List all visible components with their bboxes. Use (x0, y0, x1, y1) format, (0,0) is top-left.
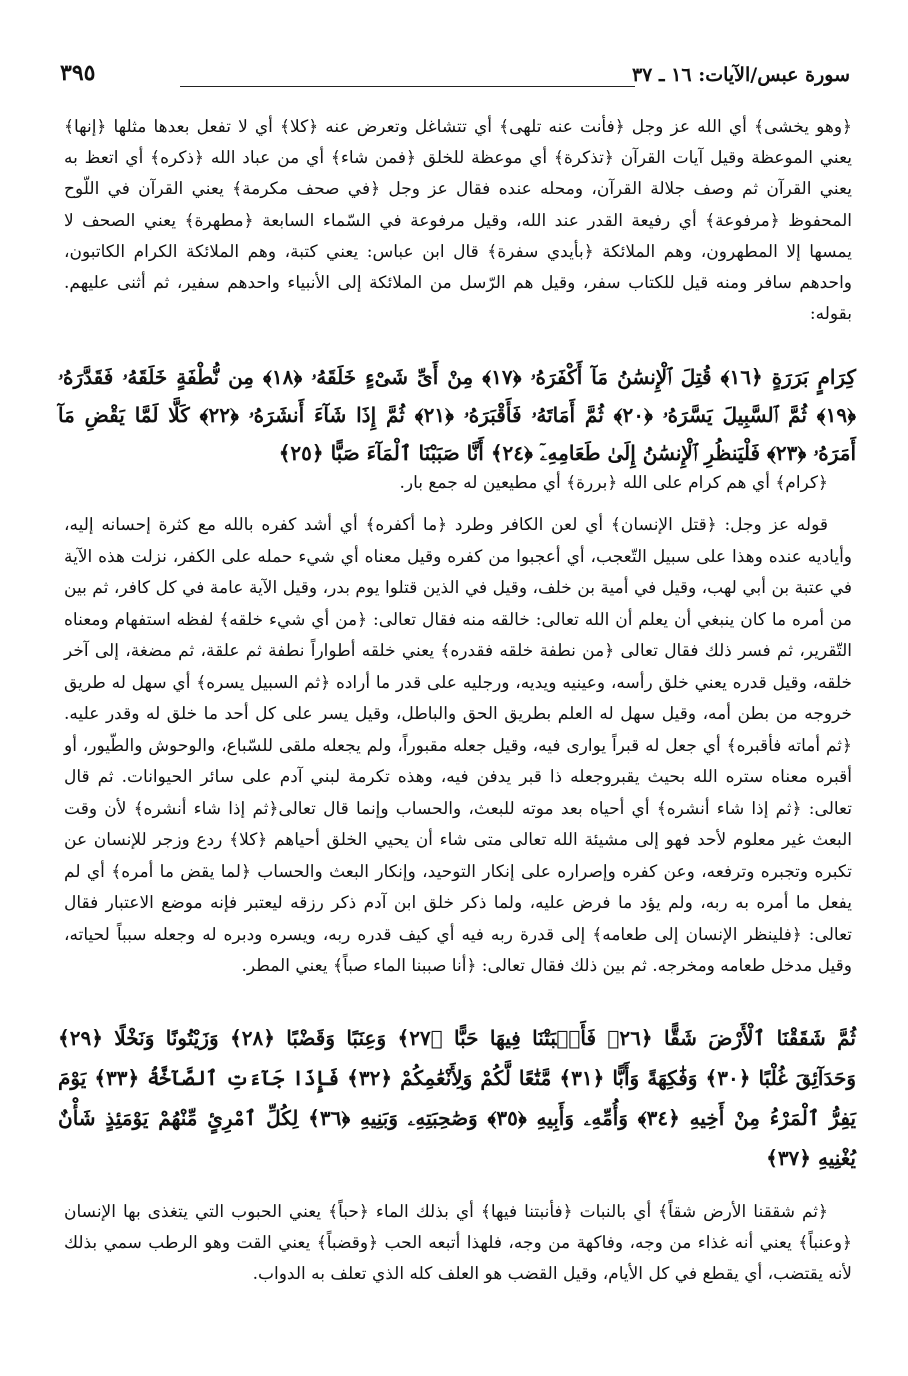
commentary-block (64, 510, 852, 983)
page-number: ٣٩٥ (60, 60, 96, 86)
commentary-paragraph: ﴿وهو يخشى﴾ أي الله عز وجل ﴿فأنت عنه تلهى﴾ أي تتشاغل وتعرض عنه ﴿كلا﴾ أي لا تفعل بعدها مثلها ﴿إنها﴾ يعني الموعظة وقيل آيات القرآن ﴿تذكرة﴾ أي موعظة للخلق ﴿فمن شاء﴾ أي من عباد الله ﴿ذكره﴾ أي اتعظ به يعني القرآن ثم وصف جلالة القرآن، ومحله عنده فقال عز وجل ﴿في صحف مكرمة﴾ يعني القرآن في اللّوح المحفوظ ﴿مرفوعة﴾ أي رفيعة القدر عند الله، وقيل مرفوعة في السّماء السابعة ﴿مطهرة﴾ يعني الصحف لا يمسها إلا المطهرون، وهم الملائكة ﴿بأيدي سفرة﴾ قال ابن عباس: يعني كتبة، وهم الملائكة الكرام الكاتبون، واحدهم سافر ومنه قيل للكتاب سفر، وقيل هم الرّسل من الملائكة إلى الأنبياء واحدهم سفير، ثم أثنى عليهم. بقوله: (64, 117, 852, 325)
commentary-paragraph: ﴿ثم شققنا الأرض شقاً﴾ أي بالنبات ﴿فأنبتنا فيها﴾ أي بذلك الماء ﴿حباً﴾ يعني الحبوب التي يتغذى بها الإنسان ﴿وعنباً﴾ يعني أنه غذاء من وجه، وفاكهة من وجه، فلهذا أتبعه الحب ﴿وقضباً﴾ يعني القت وهو الرطب سمي بذلك لأنه يقتضب، أي يقطع في كل الأيام، وقيل القضب هو العلف كله الذي تعلف به الدواب. (64, 1202, 852, 1285)
commentary-block (64, 468, 852, 499)
surah-title: سورة عبس/الآيات: ١٦ ـ ٣٧ (631, 64, 850, 86)
header-rule (180, 86, 635, 87)
commentary-block (64, 1197, 852, 1291)
commentary-paragraph: ﴿كرام﴾ أي هم كرام على الله ﴿بررة﴾ أي مطيعين له جمع بار. (399, 473, 828, 493)
quran-verses: كِرَامٍ بَرَرَةٍ ﴿١٦﴾ قُتِلَ ٱلْإِنسَٰنُ مَآ أَكْفَرَهُۥ ﴿١٧﴾ مِنْ أَىِّ شَىْءٍ خَلَقَهُۥ ﴿١٨﴾ مِن نُّطْفَةٍ خَلَقَهُۥ فَقَدَّرَهُۥ ﴿١٩﴾ ثُمَّ ٱلسَّبِيلَ يَسَّرَهُۥ ﴿٢٠﴾ ثُمَّ أَمَاتَهُۥ فَأَقْبَرَهُۥ ﴿٢١﴾ ثُمَّ إِذَا شَآءَ أَنشَرَهُۥ ﴿٢٢﴾ كَلَّا لَمَّا يَقْضِ مَآ أَمَرَهُۥ ﴿٢٣﴾ فَلْيَنظُرِ ٱلْإِنسَٰنُ إِلَىٰ طَعَامِهِۦٓ ﴿٢٤﴾ أَنَّا صَبَبْنَا ٱلْمَآءَ صَبًّا ﴿٢٥﴾ (58, 365, 856, 465)
quran-verses: ثُمَّ شَقَقْنَا ٱلْأَرْضَ شَقًّا ﴿٢٦﴾ فَأَنۢبَتْنَا فِيهَا حَبًّا ﴿٢٧﴾ وَعِنَبًا وَقَضْبًا ﴿٢٨﴾ وَزَيْتُونًا وَنَخْلًا ﴿٢٩﴾ وَحَدَآئِقَ غُلْبًا ﴿٣٠﴾ وَفَٰكِهَةً وَأَبًّا ﴿٣١﴾ مَّتَٰعًا لَّكُمْ وَلِأَنْعَٰمِكُمْ ﴿٣٢﴾ فَإِذَا جَآءَتِ ٱلصَّآخَّةُ ﴿٣٣﴾ يَوْمَ يَفِرُّ ٱلْمَرْءُ مِنْ أَخِيهِ ﴿٣٤﴾ وَأُمِّهِۦ وَأَبِيهِ ﴿٣٥﴾ وَصَٰحِبَتِهِۦ وَبَنِيهِ ﴿٣٦﴾ لِكُلِّ ٱمْرِئٍ مِّنْهُمْ يَوْمَئِذٍ شَأْنٌ يُغْنِيهِ ﴿٣٧﴾ (58, 1026, 857, 1170)
commentary-paragraph: قوله عز وجل: ﴿قتل الإنسان﴾ أي لعن الكافر وطرد ﴿ما أكفره﴾ أي أشد كفره بالله مع كثرة إحسانه إليه، وأياديه عنده وهذا على سبيل التّعجب، أي أعجبوا من كفره وقيل معناه أي شيء حمله على الكفر، نزلت هذه الآية في عتبة بن أبي لهب، وقيل في أمية بن خلف، وقيل في الذين قتلوا يوم بدر، وقيل الآية عامة في كل كافر، ثم بين من أمره ما كان ينبغي أن يعلم أن الله تعالى: خالقه منه فقال تعالى: ﴿من أي شيء خلقه﴾ لفظه استفهام ومعناه التّقرير، ثم فسر ذلك فقال تعالى ﴿من نطفة خلقه فقدره﴾ يعني خلقه أطواراً نطفة ثم علقة، ثم مضغة، إلى آخر خلقه، وقيل قدره يعني خلق رأسه، وعينيه ويديه، ورجليه على قدر ما أراده ﴿ثم السبيل يسره﴾ أي سهل له طريق خروجه من بطن أمه، وقيل سهل له العلم بطريق الحق والباطل، وقيل يسر على كل أحد ما خلق له وقدر عليه. ﴿ثم أماته فأقبره﴾ أي جعل له قبراً يوارى فيه، وقيل جعله مقبوراً، ولم يجعله ملقى للسّباع، والوحوش والطّيور، أو أقبره معناه ستره الله بحيث يقبروجعله ذا قبر يدفن فيه، وهذه تكرمة لبني آدم على سائر الحيوانات. ثم قال تعالى: ﴿ثم إذا شاء أنشره﴾ أي أحياه بعد موته للبعث، والحساب وإنما قال تعالى﴿ثم إذا شاء أنشره﴾ لأن وقت البعث غير معلوم لأحد فهو إلى مشيئة الله تعالى متى شاء أن يحيي الخلق أحياهم ﴿كلا﴾ ردع وزجر للإنسان عن تكبره وتجبره وترفعه، وعن كفره وإصراره على إنكار التوحيد، وإنكار البعث والحساب ﴿لما يقض ما أمره﴾ أي لم يفعل ما أمره به ربه، ولم يؤد ما فرض عليه، ولما ذكر خلق ابن آدم ذكر رزقه ليعتبر فإنه موضع الاعتبار فقال تعالى: ﴿فلينظر الإنسان إلى طعامه﴾ إلى قدرة ربه فيه أي كيف قدره ربه، ويسره ودبره له وجعله سبباً لحياته، وقيل مدخل طعامه ومخرجه. ثم بين ذلك فقال تعالى: ﴿أنا صببنا الماء صباً﴾ يعني المطر. (64, 515, 852, 976)
commentary-block (64, 112, 852, 330)
quran-verses-block (58, 358, 856, 472)
page-header (60, 60, 850, 94)
quran-verses-block (58, 1018, 856, 1178)
